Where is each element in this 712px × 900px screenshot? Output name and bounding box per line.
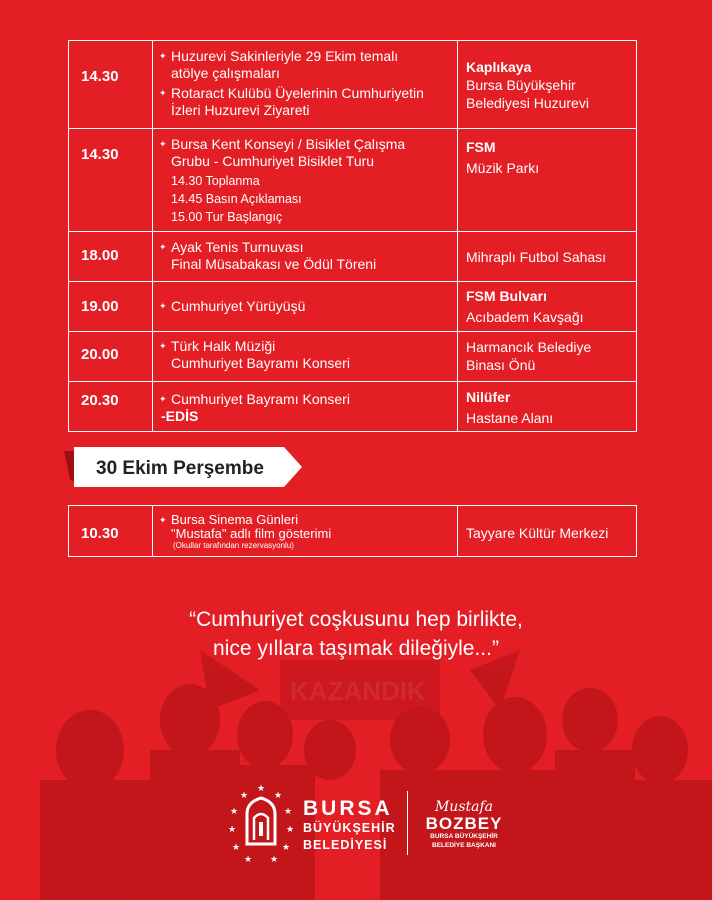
- star-bullet-icon: ✦: [159, 51, 167, 61]
- time-cell: 18.00: [69, 232, 153, 282]
- star-bullet-icon: ✦: [159, 301, 167, 311]
- event-cell: ✦ Cumhuriyet Yürüyüşü: [153, 282, 458, 332]
- star-bullet-icon: ✦: [159, 88, 167, 98]
- table-row: [69, 382, 637, 432]
- svg-text:★: ★: [244, 855, 253, 865]
- star-bullet-icon: ✦: [159, 515, 167, 525]
- svg-text:★: ★: [257, 784, 266, 794]
- event-cell: ✦ Bursa Kent Konseyi / Bisiklet Çalışma Grubu - Cumhuriyet Bisiklet Turu 14.30 Toplanma 14.45 Basın Açıklaması 15.00 Tur Başlangıç: [153, 129, 458, 232]
- quote-line-2: nice yıllara taşımak dileğiyle...”: [213, 637, 499, 660]
- time-cell: 20.30: [69, 382, 153, 432]
- table-row: [69, 129, 637, 232]
- logo-line-2: BÜYÜKŞEHİR: [303, 821, 396, 835]
- place-cell: Kaplıkaya Bursa Büyükşehir Belediyesi Huzurevi: [458, 41, 637, 129]
- star-bullet-icon: ✦: [159, 139, 167, 149]
- event-cell: ✦ Bursa Sinema Günleri "Mustafa" adlı film gösterimi (Okullar tarafından rezervasyonlu): [153, 506, 458, 557]
- schedule-table-30: [68, 505, 637, 557]
- svg-text:★: ★: [274, 791, 283, 801]
- svg-text:★: ★: [240, 791, 249, 801]
- table-row: [69, 232, 637, 282]
- event-cell: ✦ Ayak Tenis Turnuvası Final Müsabakası ve Ödül Töreni: [153, 232, 458, 282]
- time-cell: 14.30: [69, 129, 153, 232]
- logo-line-1: BURSA: [303, 797, 393, 820]
- place-cell: FSM Müzik Parkı: [458, 129, 637, 232]
- bursa-logo-icon: [226, 782, 296, 866]
- place-cell: Nilüfer Hastane Alanı: [458, 382, 637, 432]
- schedule-table-29: [68, 40, 637, 432]
- time-cell: 10.30: [69, 506, 153, 557]
- quote-line-1: “Cumhuriyet coşkusunu hep birlikte,: [189, 608, 523, 631]
- signature-name: BOZBEY: [425, 814, 503, 833]
- time-cell: 14.30: [69, 41, 153, 129]
- table-row: [69, 41, 637, 129]
- signature-script: Mustafa: [434, 799, 494, 815]
- table-row: [69, 282, 637, 332]
- svg-text:★: ★: [228, 825, 237, 835]
- star-bullet-icon: ✦: [159, 394, 167, 404]
- logo-line-3: BELEDİYESİ: [303, 838, 388, 852]
- time-cell: 20.00: [69, 332, 153, 382]
- star-bullet-icon: ✦: [159, 341, 167, 351]
- event-cell: ✦ Türk Halk Müziği Cumhuriyet Bayramı Konseri: [153, 332, 458, 382]
- svg-text:★: ★: [232, 843, 241, 853]
- place-cell: Mihraplı Futbol Sahası: [458, 232, 637, 282]
- signature-title-1: BURSA BÜYÜKŞEHİR: [430, 833, 498, 840]
- svg-text:★: ★: [282, 843, 291, 853]
- day-heading: 30 Ekim Perşembe: [96, 458, 264, 479]
- signature-title-2: BELEDİYE BAŞKANI: [432, 842, 496, 849]
- artist-name: -EDİS: [161, 408, 199, 424]
- time-cell: 19.00: [69, 282, 153, 332]
- svg-text:★: ★: [270, 855, 279, 865]
- logo-divider: [407, 791, 408, 855]
- table-row: [69, 506, 637, 557]
- table-row: [69, 332, 637, 382]
- svg-text:★: ★: [284, 807, 293, 817]
- event-cell: ✦ Huzurevi Sakinleriyle 29 Ekim temalı atölye çalışmaları ✦ Rotaract Kulübü Üyelerinin Cumhuriyetin İzleri Huzurevi Ziyareti: [153, 41, 458, 129]
- event-cell: ✦ Cumhuriyet Bayramı Konseri -EDİS: [153, 382, 458, 432]
- svg-text:★: ★: [230, 807, 239, 817]
- place-cell: FSM Bulvarı Acıbadem Kavşağı: [458, 282, 637, 332]
- star-bullet-icon: ✦: [159, 242, 167, 252]
- place-cell: Harmancık Belediye Binası Önü: [458, 332, 637, 382]
- place-cell: Tayyare Kültür Merkezi: [458, 506, 637, 557]
- svg-text:★: ★: [286, 825, 295, 835]
